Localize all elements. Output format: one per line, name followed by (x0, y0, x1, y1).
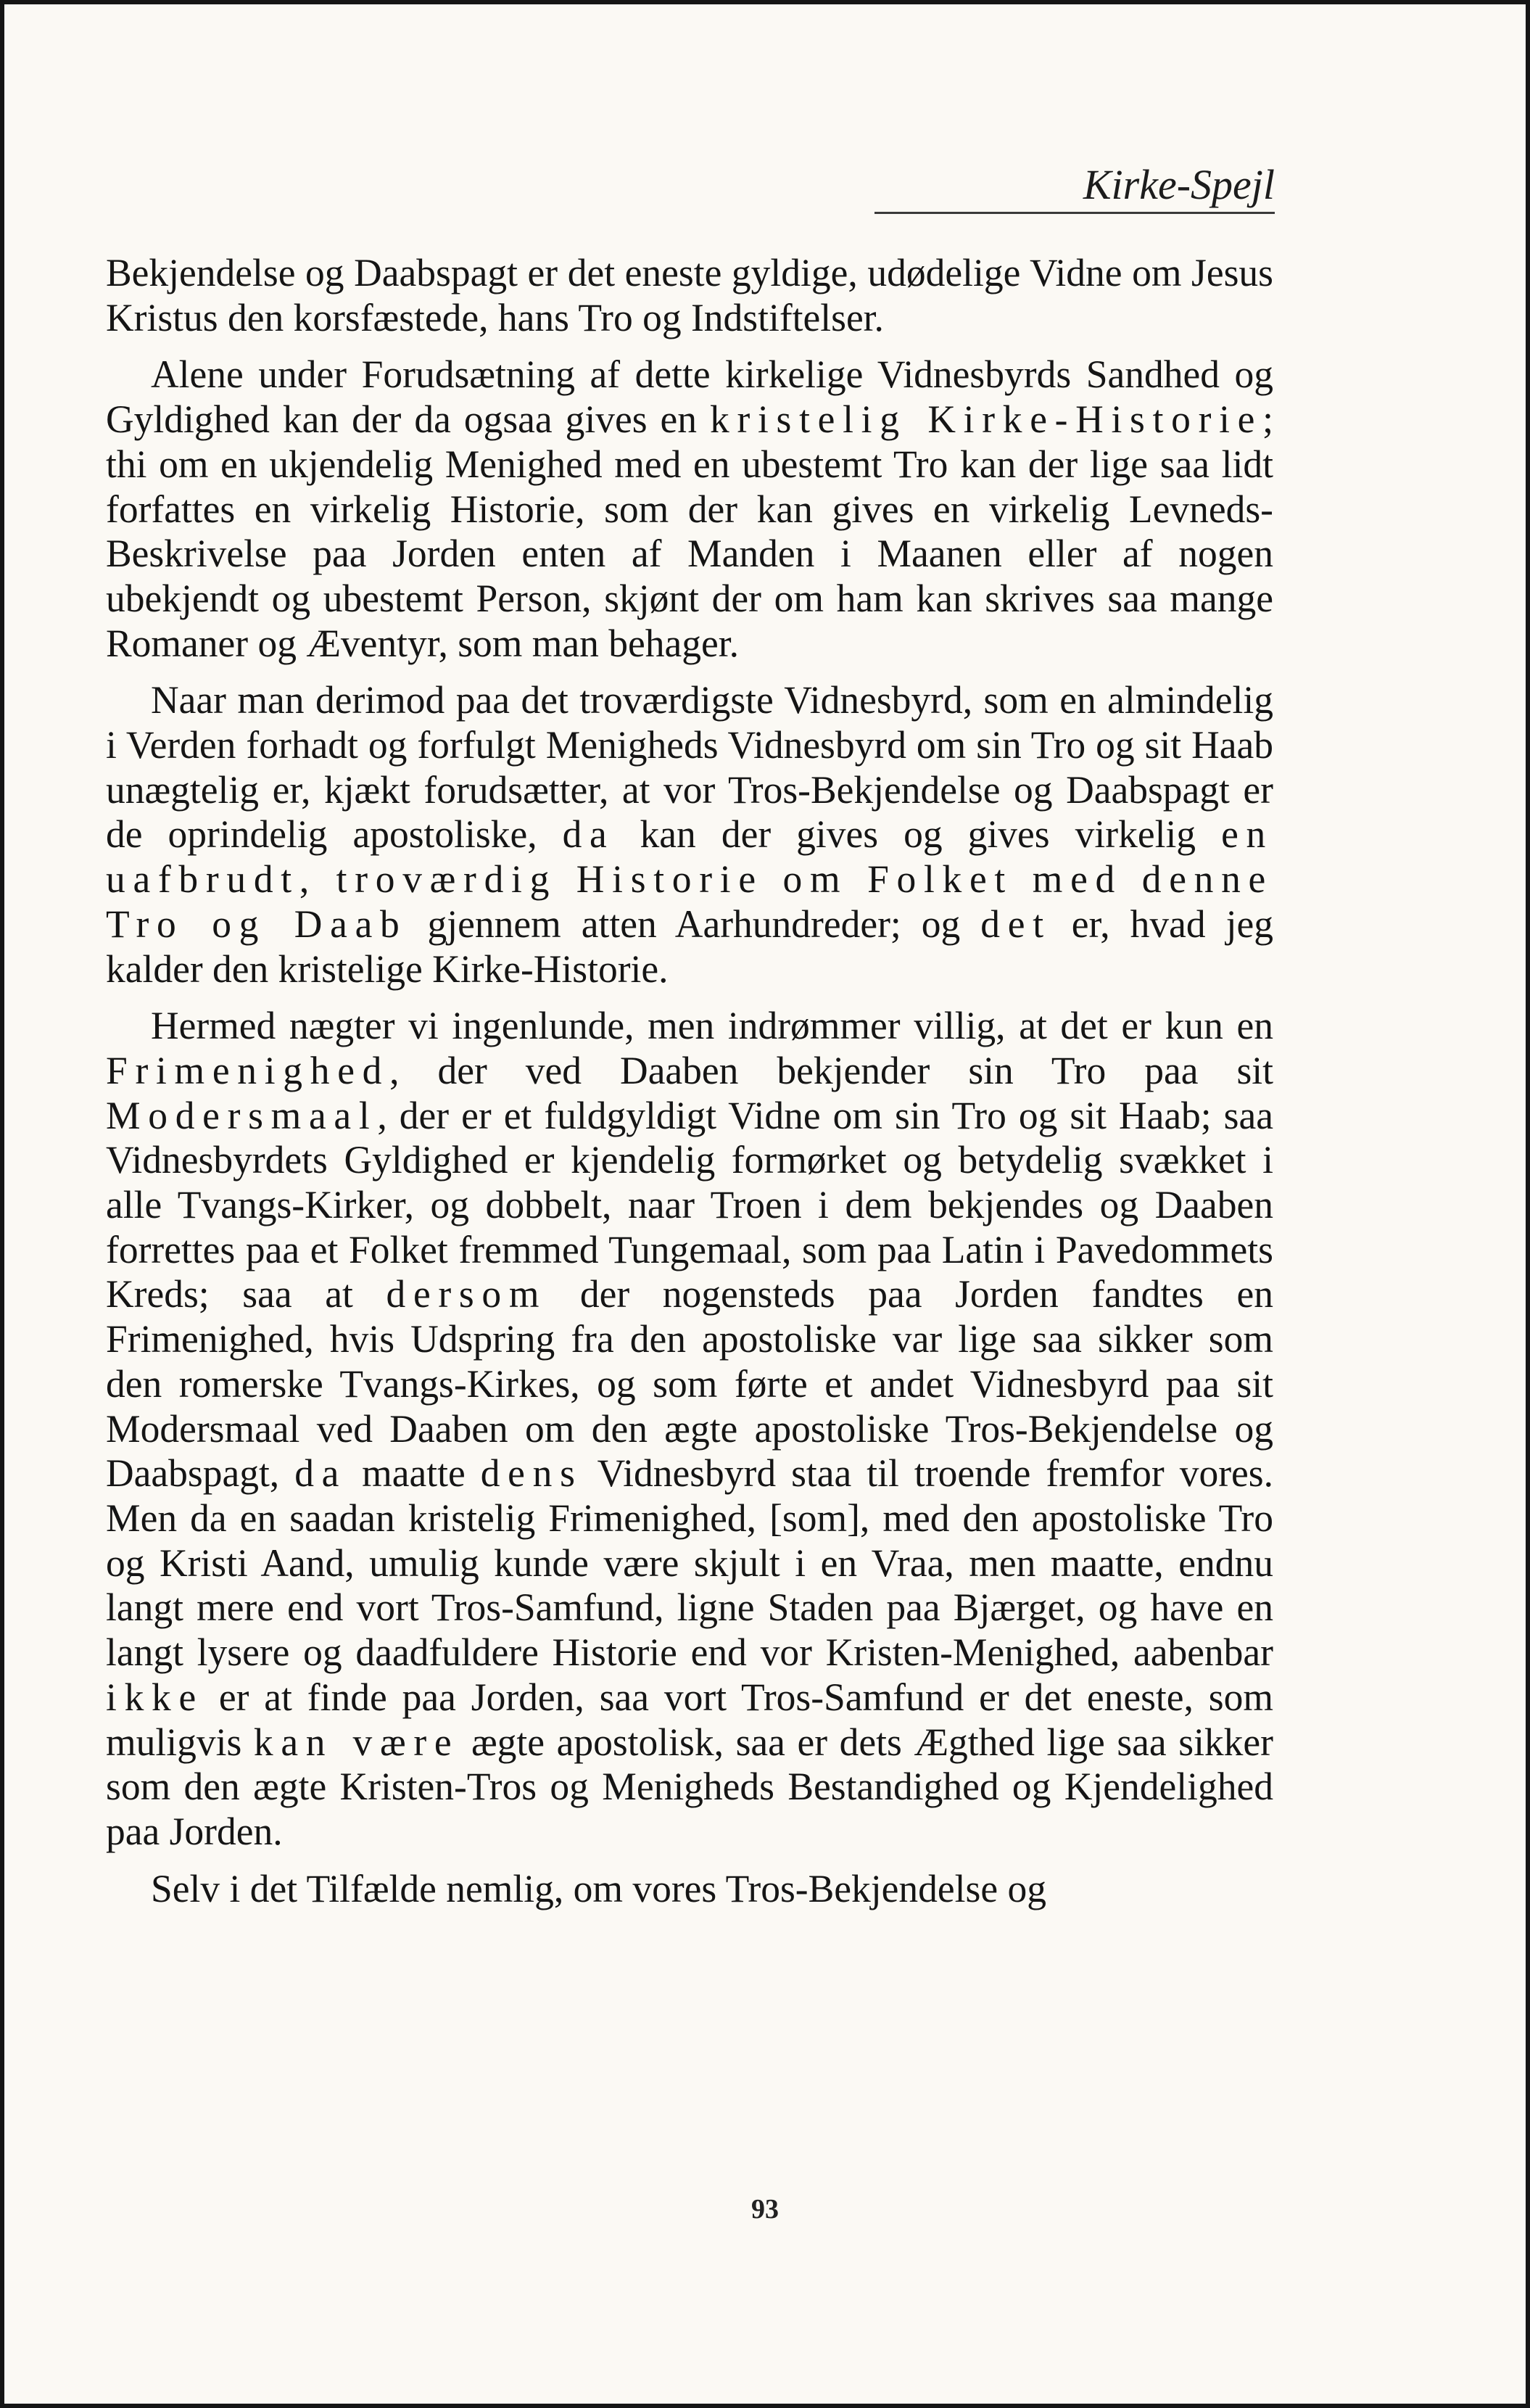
spaced-emphasis: Frimenighed (106, 1048, 390, 1092)
text-run: Hermed nægter vi ingenlunde, men indrømmer villig, at det er kun en (151, 1004, 1273, 1048)
paragraph (106, 678, 1273, 991)
text-run: er at finde paa Jorden, saa vort Tros-Samfund er det eneste, som muligvis (106, 1675, 1273, 1764)
text-run: Alene under Forudsætning af dette kirkelige Vidnesbyrds Sandhed og Gyldighed kan der da ogsaa gives en (106, 352, 1273, 442)
spaced-emphasis: da (562, 812, 615, 857)
spaced-emphasis: dersom (386, 1272, 547, 1316)
text-run: , der ved Daaben bekjender sin Tro paa sit (389, 1048, 1273, 1092)
spaced-emphasis: Modersmaal (106, 1093, 378, 1137)
text-run: Bekjendelse og Daabspagt er det eneste gyldige, udødelige Vidne om Jesus Kristus den korsfæstede, hans Tro og Indstiftelser. (106, 251, 1273, 339)
spaced-emphasis: en uafbrudt, troværdig Historie om Folket med denne Tro og Daab (106, 812, 1273, 946)
text-run: ; thi om en ukjendelig Menighed med en ubestemt Tro kan der lige saa lidt forfattes en virkelig Historie, som der kan gives en virkelig Levneds-Beskrivelse paa Jorden enten af Manden i Maanen eller af nogen ubekjendt og ubestemt Person, skjønt der om ham kan skrives saa mange Romaner og Æventyr, som man behager. (106, 397, 1273, 665)
text-run: Naar man derimod paa det troværdigste Vidnesbyrd, som en almindelig i Verden forhadt og forfulgt Menigheds Vidnesbyrd om sin Tro og sit Haab unægtelig er, kjækt forudsætter, at vor Tros-Bekjendelse og Daabspagt er de oprindelig apostoliske, (106, 678, 1273, 857)
text-run: kan der gives og gives virkelig (614, 812, 1222, 857)
paragraph (106, 352, 1273, 666)
spaced-emphasis: kristelig Kirke-Historie (710, 397, 1263, 442)
page-number: 93 (751, 2194, 779, 2224)
text-run: gjennem atten Aarhundreder; og (407, 902, 981, 946)
spaced-emphasis: kan være (253, 1720, 460, 1764)
text-run: ægte apostolisk, saa er dets Ægthed lige saa sikker som den ægte Kristen-Tros og Menigheds Bestandighed og Kjendelighed paa Jorden. (106, 1720, 1273, 1853)
text-run: der nogensteds paa Jorden fandtes en Frimenighed, hvis Udspring fra den apostoliske var lige saa sikker som den romerske Tvangs-Kirkes, og som førte et andet Vidnesbyrd paa sit Modersmaal ved Daaben om den ægte apostoliske Tros-Bekjendelse og Daabspagt, (106, 1272, 1273, 1496)
running-title: Kirke-Spejl (874, 160, 1275, 214)
paragraph (106, 1004, 1273, 1854)
paragraph (106, 251, 1273, 340)
book-page (4, 4, 1526, 2404)
spaced-emphasis: dens (480, 1451, 583, 1496)
spaced-emphasis: ikke (106, 1675, 204, 1719)
spaced-emphasis: da (294, 1451, 347, 1496)
body-text (106, 251, 1273, 1911)
text-run: , der er et fuldgyldigt Vidne om sin Tro og sit Haab; saa Vidnesbyrdets Gyldighed er kjendelig formørket og betydelig svækket i alle Tvangs-Kirker, og dobbelt, naar Troen i dem bekjendes og Daaben forrettes paa et Folket fremmed Tungemaal, som paa Latin i Pavedommets Kreds; saa at (106, 1093, 1273, 1316)
text-run: maatte (347, 1451, 481, 1496)
text-run: Selv i det Tilfælde nemlig, om vores Tros-Bekjendelse og (151, 1866, 1046, 1910)
spaced-emphasis: det (980, 902, 1051, 946)
paragraph (106, 1867, 1273, 1912)
text-run: Vidnesbyrd staa til troende fremfor vores. Men da en saadan kristelig Frimenighed, [som], med den apostoliske Tro og Kristi Aand, umulig kunde være skjult i en Vraa, men maatte, endnu langt mere end vort Tros-Samfund, ligne Staden paa Bjærget, og have en langt lysere og daadfuldere Historie end vor Kristen-Menighed, aabenbar (106, 1451, 1273, 1675)
text-run: er, hvad jeg kalder den kristelige Kirke-Historie. (106, 902, 1273, 991)
